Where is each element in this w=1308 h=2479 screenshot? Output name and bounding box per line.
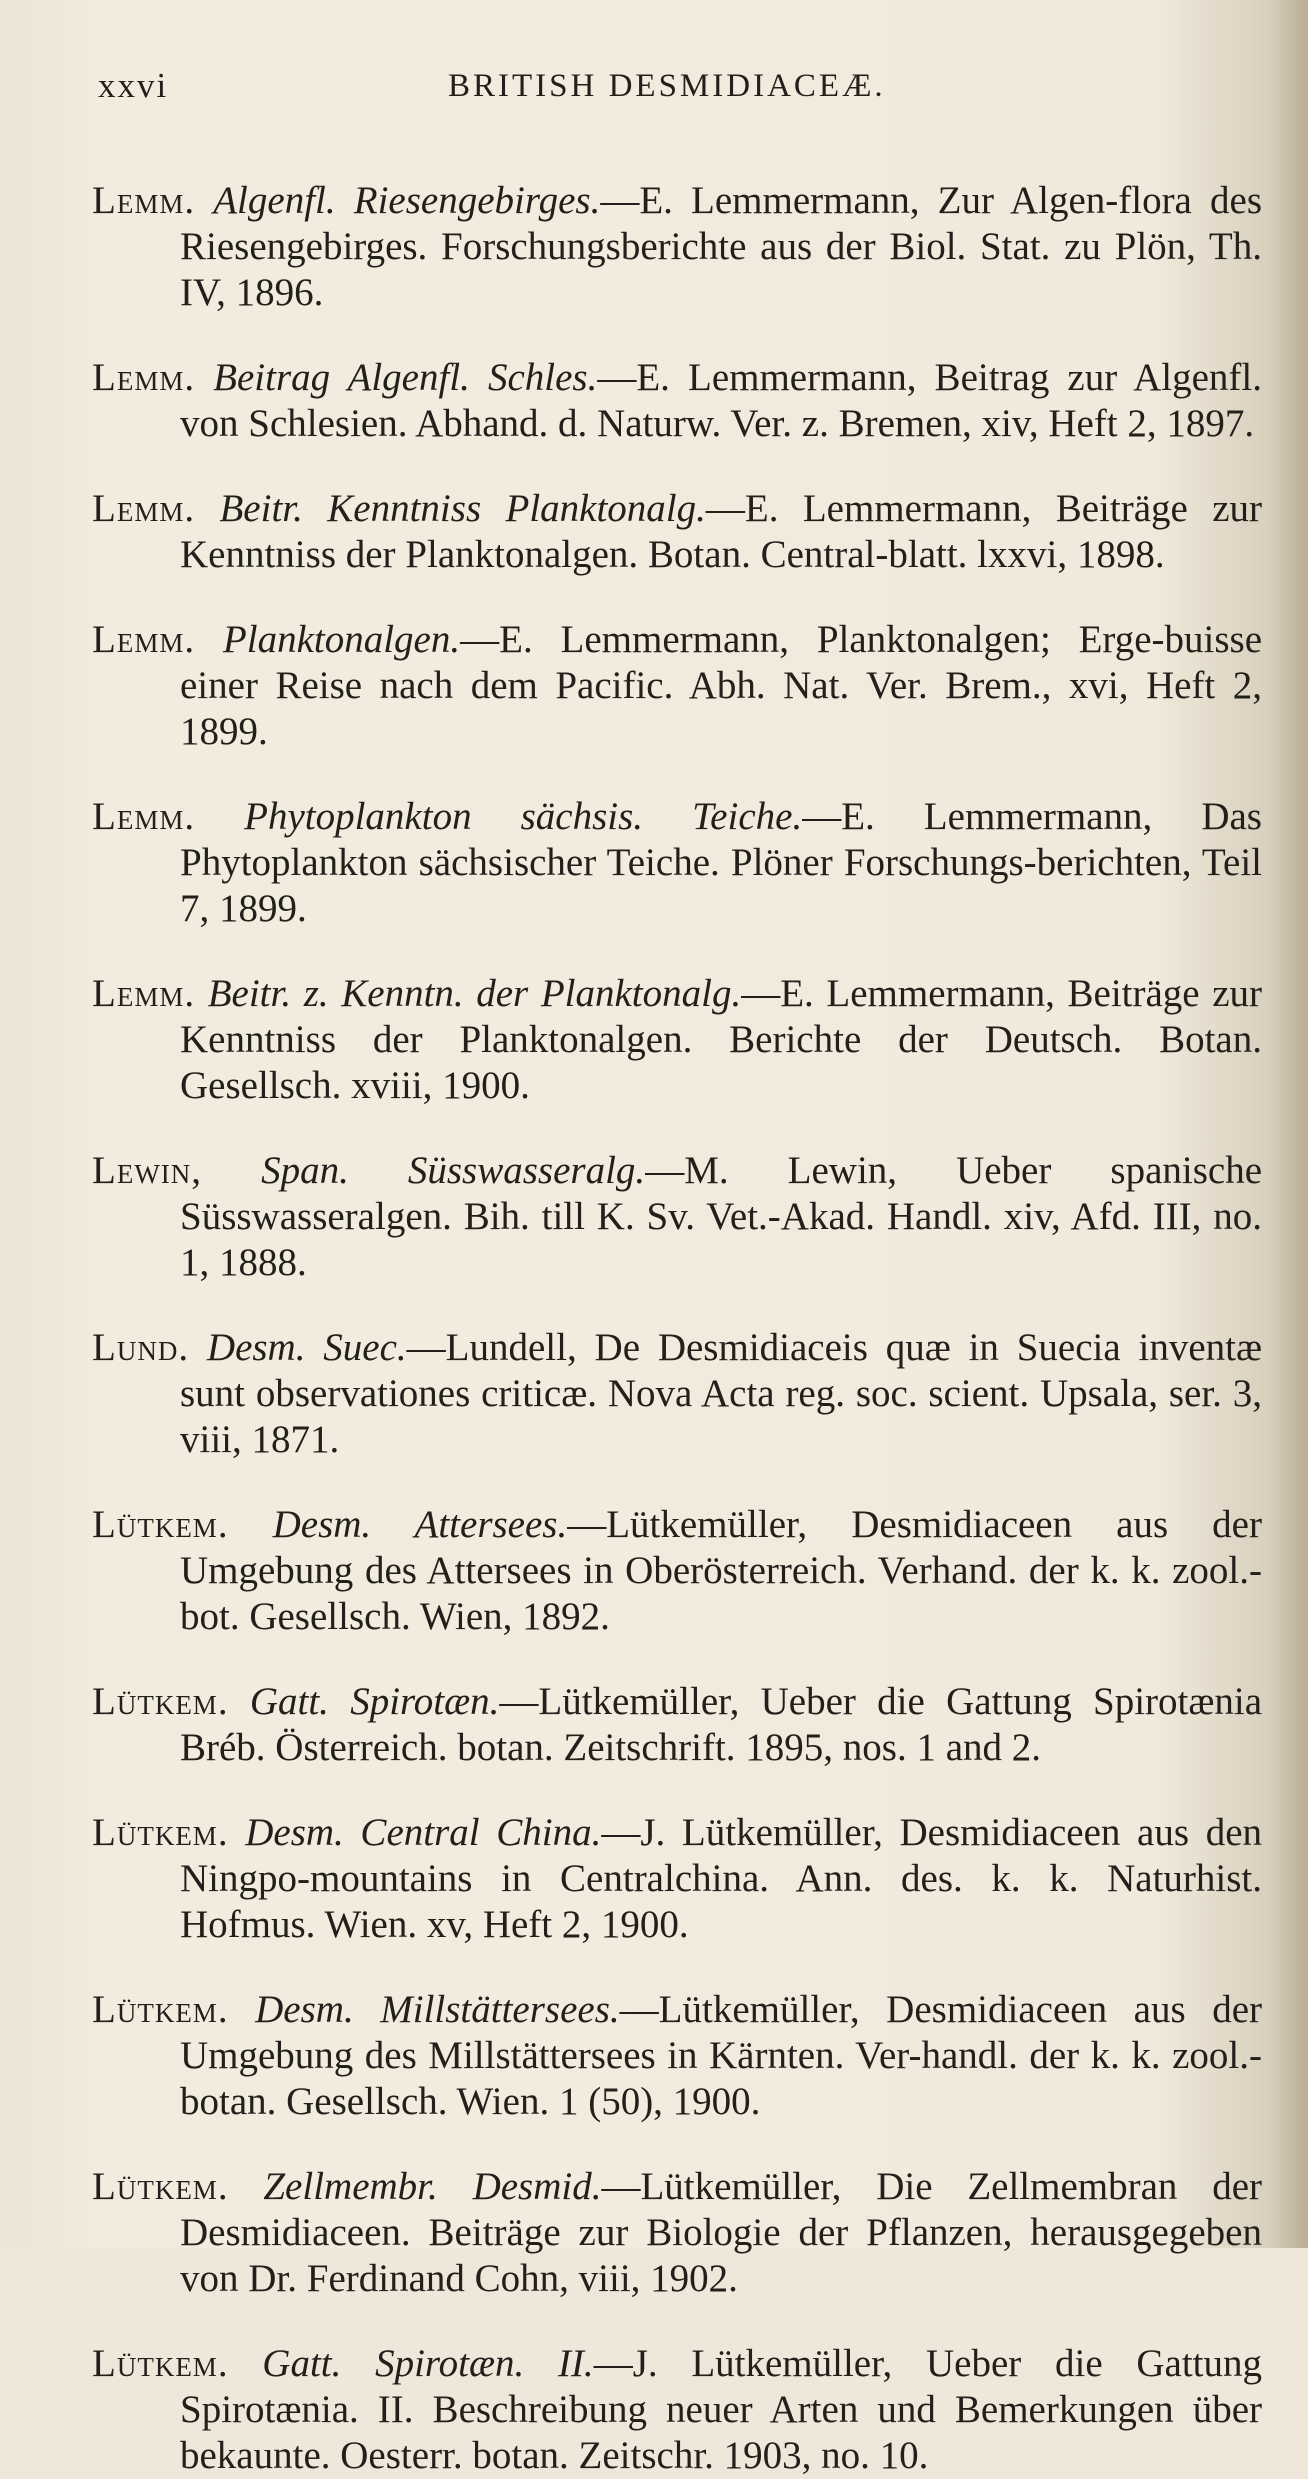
entry-reference: —Lütkemüller, Desmidiaceen aus der Umgebung des Attersees in Oberösterreich. Verhand. der k. k. zool.-bot. Gesellsch. Wien, 1892.: [180, 1503, 1262, 1638]
entry-reference: —J. Lütkemüller, Desmidiaceen aus den Ningpo-mountains in Centralchina. Ann. des. k. k. Naturhist. Hofmus. Wien. xv, Heft 2, 1900.: [180, 1811, 1262, 1946]
entry-short-title: Algenfl. Riesengebirges.: [213, 179, 601, 222]
entry-short-title: Span. Süsswasseralg.: [261, 1149, 646, 1192]
entry-short-title: Gatt. Spirotæn.: [249, 1680, 500, 1723]
entry-short-title: Desm. Millstättersees.: [255, 1988, 620, 2031]
bibliography-entry: [92, 2341, 1262, 2479]
entry-short-title: Beitrag Algenfl. Schles.: [213, 356, 598, 399]
bibliography-entry: [92, 971, 1262, 1109]
entry-short-title: Beitr. z. Kenntn. der Planktonalg.: [207, 972, 742, 1015]
entry-reference: —E. Lemmermann, Beiträge zur Kenntniss der Planktonalgen. Berichte der Deutsch. Botan. Gesellsch. xviii, 1900.: [180, 972, 1263, 1107]
entry-short-title: Phytoplankton sächsis. Teiche.: [244, 795, 803, 838]
entry-short-title: Gatt. Spirotæn. II.: [262, 2342, 594, 2385]
entry-abbreviation: Lemm.: [92, 795, 196, 838]
bibliography-list: [92, 178, 1262, 2479]
entry-reference: —J. Lütkemüller, Ueber die Gattung Spirotænia. II. Beschreibung neuer Arten und Bemerkungen über bekaunte. Oesterr. botan. Zeitschr. 1903, no. 10.: [180, 2342, 1262, 2477]
running-title: BRITISH DESMIDIACEÆ.: [448, 68, 886, 104]
entry-short-title: Desm. Central China.: [245, 1811, 602, 1854]
entry-short-title: Beitr. Kenntniss Planktonalg.: [219, 487, 706, 530]
entry-abbreviation: Lütkem.: [92, 1503, 229, 1546]
entry-reference: —E. Lemmermann, Beiträge zur Kenntniss der Planktonalgen. Botan. Central-blatt. lxxvi, 1898.: [180, 487, 1262, 576]
bibliography-entry: [92, 1810, 1262, 1948]
bibliography-entry: [92, 1325, 1262, 1463]
bibliography-entry: [92, 355, 1262, 447]
entry-abbreviation: Lütkem.: [92, 2342, 229, 2385]
bibliography-entry: [92, 1987, 1262, 2125]
page-number: xxvi: [98, 66, 169, 105]
bibliography-entry: [92, 1679, 1262, 1771]
entry-reference: —M. Lewin, Ueber spanische Süsswasseralgen. Bih. till K. Sv. Vet.-Akad. Handl. xiv, Afd. III, no. 1, 1888.: [180, 1149, 1263, 1284]
entry-abbreviation: Lütkem.: [92, 2165, 229, 2208]
bibliography-entry: [92, 2164, 1262, 2302]
bibliography-entry: [92, 617, 1262, 755]
entry-abbreviation: Lemm.: [92, 487, 196, 530]
bibliography-entry: [92, 1502, 1262, 1640]
bibliography-entry: [92, 794, 1262, 932]
entry-abbreviation: Lütkem.: [92, 1811, 229, 1854]
entry-reference: —E. Lemmermann, Planktonalgen; Erge-buisse einer Reise nach dem Pacific. Abh. Nat. Ver. Brem., xvi, Heft 2, 1899.: [180, 618, 1263, 753]
bibliography-entry: [92, 486, 1262, 578]
entry-abbreviation: Lemm.: [92, 618, 196, 661]
entry-short-title: Desm. Attersees.: [272, 1503, 568, 1546]
entry-short-title: Zellmembr. Desmid.: [263, 2165, 602, 2208]
entry-abbreviation: Lemm.: [92, 356, 196, 399]
entry-reference: —E. Lemmermann, Das Phytoplankton sächsischer Teiche. Plöner Forschungs-berichten, Teil 7, 1899.: [180, 795, 1262, 930]
entry-reference: —E. Lemmermann, Beitrag zur Algenfl. von Schlesien. Abhand. d. Naturw. Ver. z. Bremen, xiv, Heft 2, 1897.: [180, 356, 1263, 445]
entry-reference: —Lundell, De Desmidiaceis quæ in Suecia inventæ sunt observationes criticæ. Nova Acta reg. soc. scient. Upsala, ser. 3, viii, 1871.: [180, 1326, 1263, 1461]
entry-abbreviation: Lewin,: [92, 1149, 203, 1192]
entry-abbreviation: Lund.: [92, 1326, 190, 1369]
bibliography-entry: [92, 1148, 1262, 1286]
bibliography-entry: [92, 178, 1262, 316]
entry-short-title: Planktonalgen.: [222, 618, 461, 661]
entry-reference: —E. Lemmermann, Zur Algen-flora des Riesengebirges. Forschungsberichte aus der Biol. Stat. zu Plön, Th. IV, 1896.: [180, 179, 1262, 314]
entry-reference: —Lütkemüller, Ueber die Gattung Spirotænia Bréb. Österreich. botan. Zeitschrift. 1895, nos. 1 and 2.: [180, 1680, 1263, 1769]
entry-abbreviation: Lemm.: [92, 179, 196, 222]
entry-abbreviation: Lütkem.: [92, 1680, 229, 1723]
entry-reference: —Lütkemüller, Die Zellmembran der Desmidiaceen. Beiträge zur Biologie der Pflanzen, herausgegeben von Dr. Ferdinand Cohn, viii, 1902.: [180, 2165, 1262, 2300]
running-head: [92, 66, 1260, 126]
entry-abbreviation: Lemm.: [92, 972, 196, 1015]
entry-abbreviation: Lütkem.: [92, 1988, 229, 2031]
entry-short-title: Desm. Suec.: [206, 1326, 407, 1369]
entry-reference: —Lütkemüller, Desmidiaceen aus der Umgebung des Millstättersees in Kärnten. Ver-handl. der k. k. zool.-botan. Gesellsch. Wien. 1 (50), 1900.: [180, 1988, 1262, 2123]
